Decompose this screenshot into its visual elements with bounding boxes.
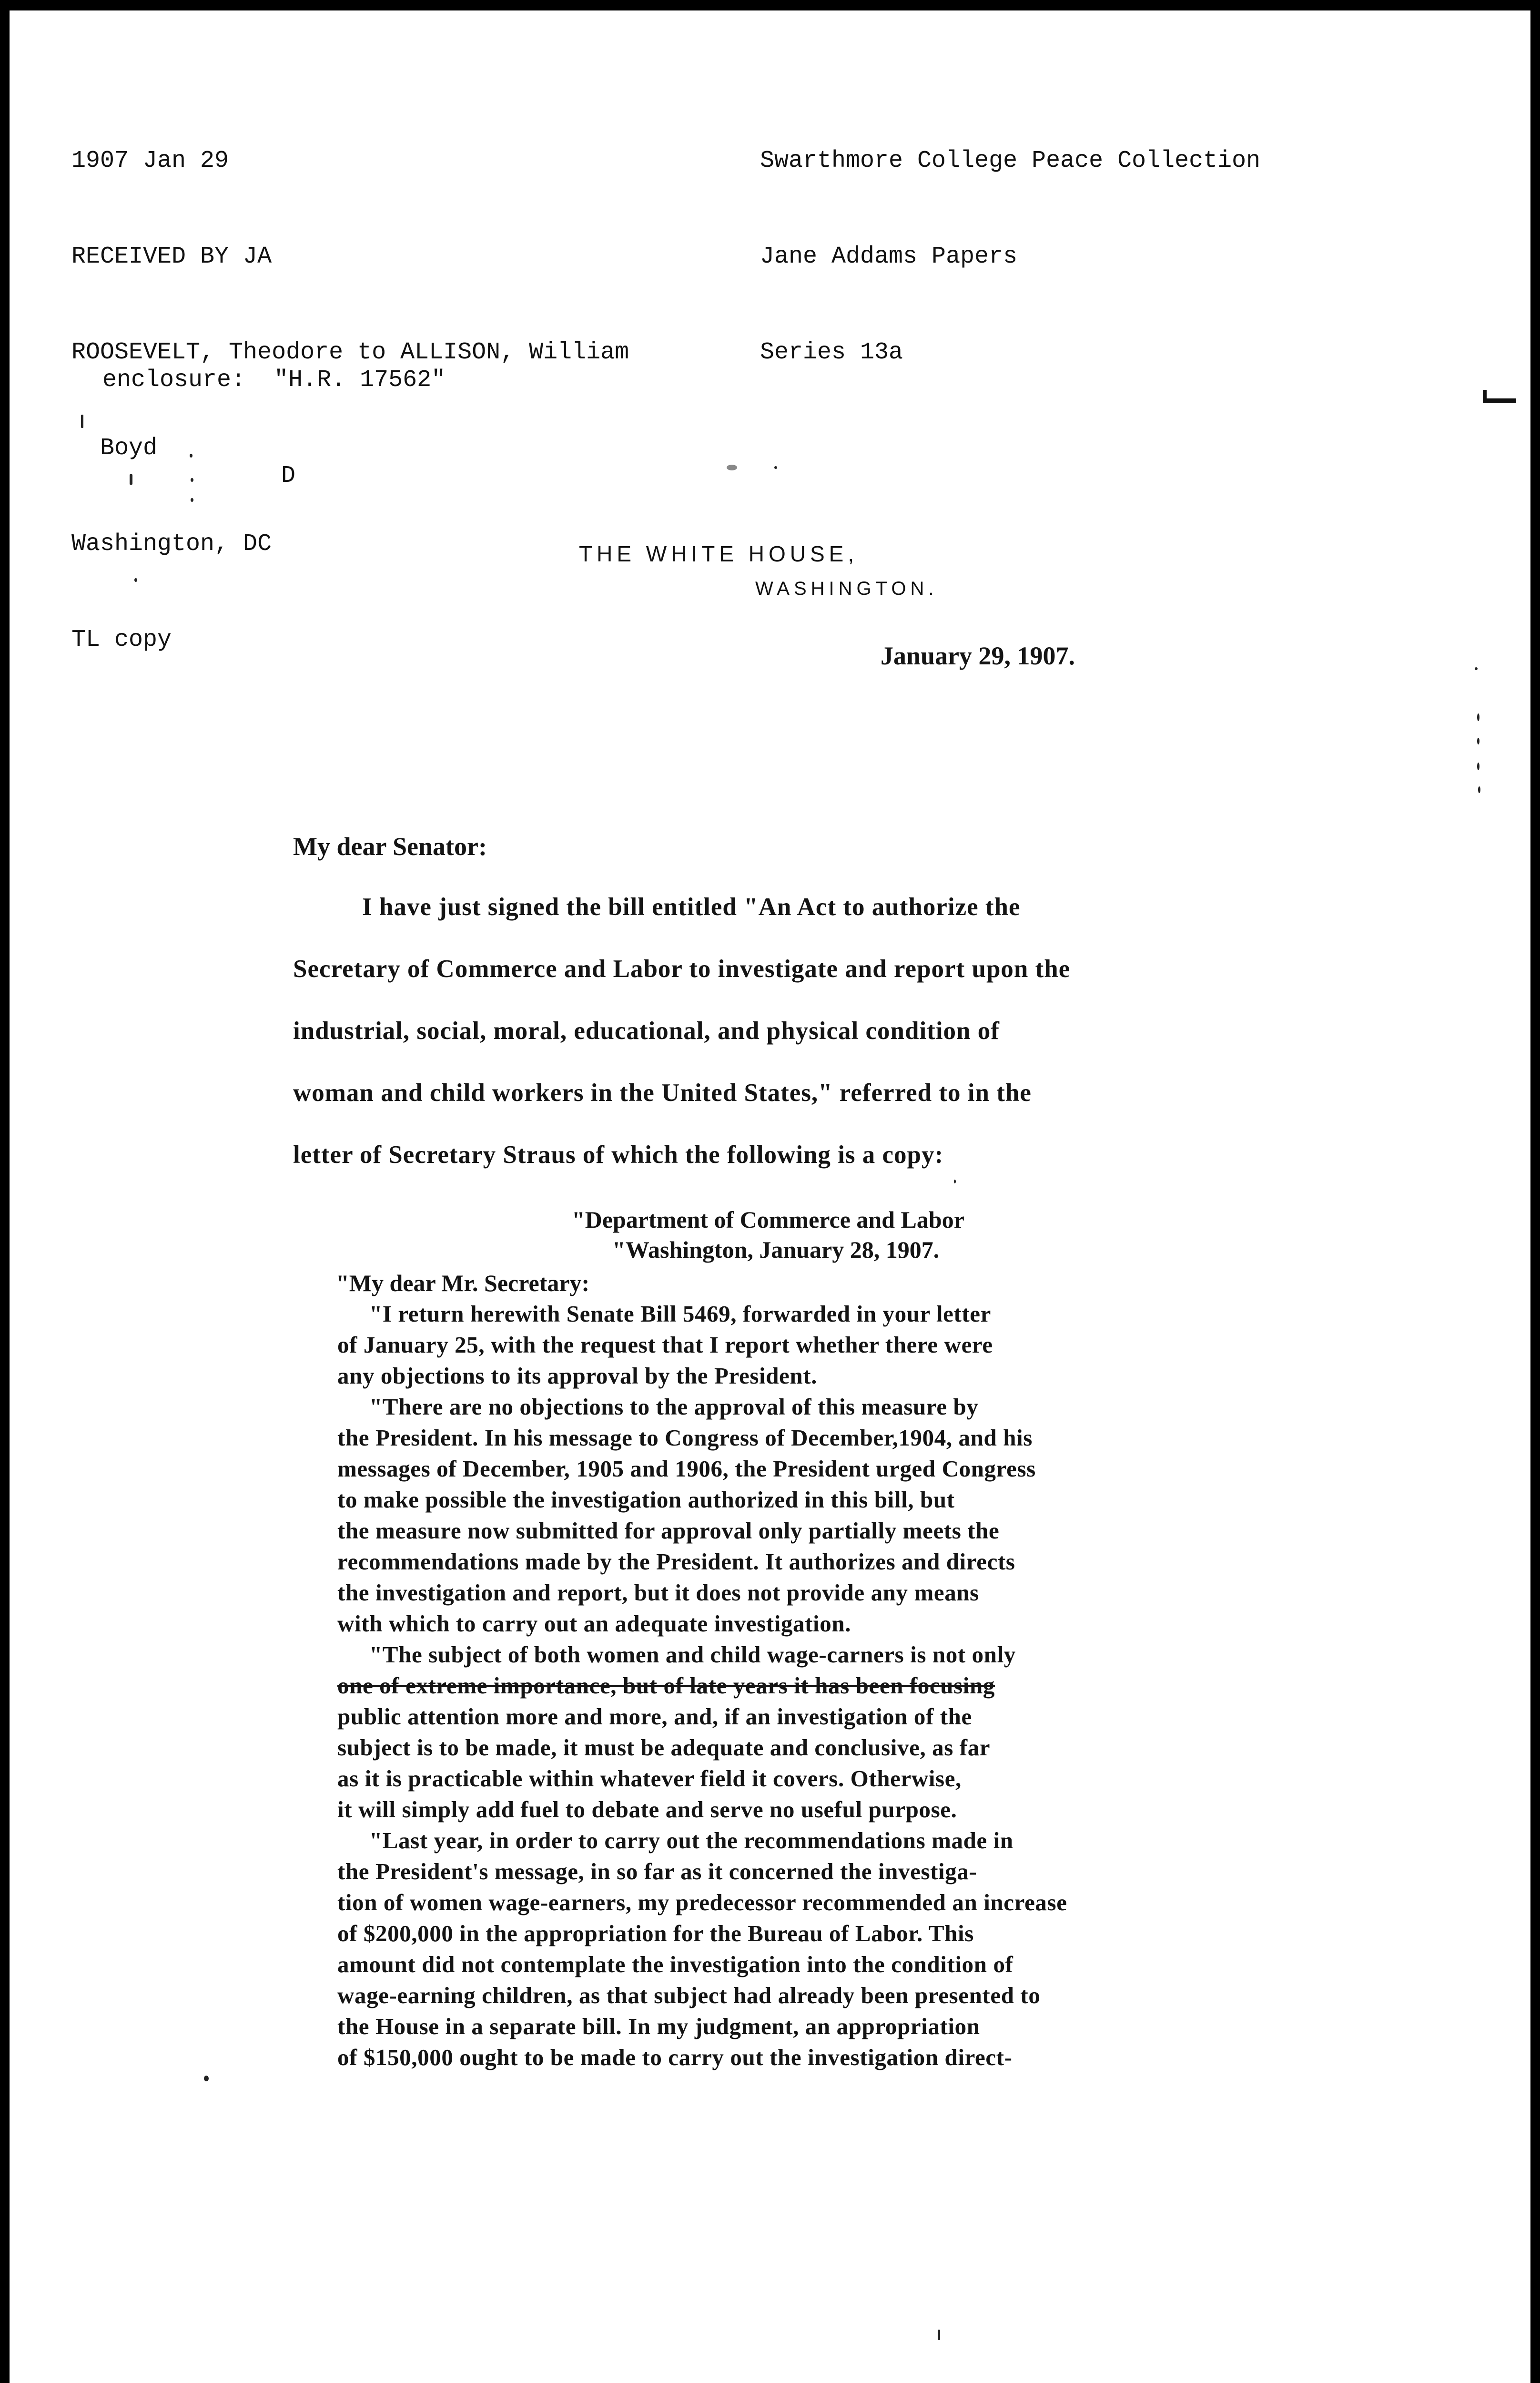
letter-line: industrial, social, moral, educational, and physical condition of [293, 1017, 1000, 1045]
scan-speck [1477, 713, 1479, 721]
letter-salutation: My dear Senator: [293, 832, 487, 861]
quote-line: recommendations made by the President. It authorizes and directs [337, 1548, 1015, 1575]
quote-line: "The subject of both women and child wage-carners is not only [369, 1641, 1016, 1668]
quote-line: the President. In his message to Congress of December,1904, and his [337, 1425, 1033, 1451]
quote-line-struck: one of extreme importance, but of late years it has been focusing [337, 1672, 995, 1699]
scan-speck [1477, 763, 1479, 770]
metadata-line: ROOSEVELT, Theodore to ALLISON, William [71, 339, 629, 366]
scan-speck [954, 1180, 956, 1183]
quote-line: the investigation and report, but it does not provide any means [337, 1579, 979, 1606]
collection-line: Series 13a [760, 339, 903, 366]
scan-speck [774, 466, 777, 469]
scan-speck [191, 498, 193, 502]
letterhead-city: WASHINGTON. [755, 578, 938, 599]
scan-speck [190, 454, 192, 458]
quote-line: with which to carry out an adequate investigation. [337, 1610, 851, 1637]
letter-line: Secretary of Commerce and Labor to investigate and report upon the [293, 955, 1071, 983]
collection-line: Swarthmore College Peace Collection [760, 147, 1261, 174]
quote-line: any objections to its approval by the President. [337, 1363, 818, 1389]
quote-line: "I return herewith Senate Bill 5469, forwarded in your letter [369, 1301, 992, 1327]
scan-border-top [0, 0, 1540, 10]
quote-line: of $200,000 in the appropriation for the Bureau of Labor. This [337, 1920, 974, 1946]
quote-line: it will simply add fuel to debate and serve no useful purpose. [337, 1796, 957, 1823]
scan-border-right [1530, 0, 1540, 2383]
enclosure-note [102, 300, 446, 556]
scan-speck [938, 2330, 940, 2340]
quote-line: as it is practicable within whatever field it covers. Otherwise, [337, 1765, 962, 1792]
scan-speck [1477, 738, 1479, 744]
quote-line: the House in a separate bill. In my judgment, an appropriation [337, 2013, 980, 2039]
scan-mark [1483, 398, 1516, 403]
quote-line: "Last year, in order to carry out the recommendations made in [369, 1827, 1013, 1853]
collection-line: Jane Addams Papers [760, 243, 1018, 270]
metadata-line: Washington, DC [71, 530, 272, 558]
scan-speck [727, 465, 737, 470]
scan-speck [130, 474, 132, 485]
scan-speck [1478, 786, 1480, 793]
scan-speck [1475, 667, 1478, 670]
scan-speck [81, 415, 83, 428]
quote-line: wage-earning children, as that subject had already been presented to [337, 1982, 1041, 2008]
metadata-line: RECEIVED BY JA [71, 243, 272, 270]
quote-line: to make possible the investigation authorized in this bill, but [337, 1487, 955, 1513]
quote-line: the President's message, in so far as it concerned the investiga- [337, 1858, 977, 1884]
metadata-line: TL copy [71, 626, 172, 653]
scan-border-left [0, 0, 10, 2383]
quote-line: subject is to be made, it must be adequate and conclusive, as far [337, 1734, 991, 1761]
scan-speck [191, 478, 193, 482]
metadata-line: Boyd [71, 435, 158, 462]
quote-line: of $150,000 ought to be made to carry out the investigation direct- [337, 2044, 1013, 2070]
letter-line: I have just signed the bill entitled "An Act to authorize the [362, 893, 1021, 921]
enclosure-value: "H.R. 17562" [274, 367, 446, 394]
quote-line: "There are no objections to the approval of this measure by [369, 1394, 979, 1420]
quote-line: tion of women wage-earners, my predecessor recommended an increase [337, 1889, 1067, 1915]
letter-line: woman and child workers in the United States," referred to in the [293, 1079, 1032, 1107]
quote-line: the measure now submitted for approval only partially meets the [337, 1517, 1000, 1544]
letter-line: letter of Secretary Straus of which the following is a copy: [293, 1141, 944, 1169]
letter-date: January 29, 1907. [881, 642, 1075, 670]
quote-line: amount did not contemplate the investigation into the condition of [337, 1951, 1013, 1977]
enclosure-sub: D [281, 462, 296, 489]
scan-speck [204, 2076, 209, 2081]
metadata-line: 1907 Jan 29 [71, 147, 229, 174]
archive-metadata-right [760, 81, 1260, 432]
quote-heading: "Washington, January 28, 1907. [612, 1236, 940, 1263]
quote-heading: "Department of Commerce and Labor [572, 1206, 964, 1233]
quote-line: public attention more and more, and, if an investigation of the [337, 1703, 972, 1730]
letterhead-title: THE WHITE HOUSE, [579, 541, 859, 566]
quote-salutation: "My dear Mr. Secretary: [336, 1270, 590, 1296]
quote-line: messages of December, 1905 and 1906, the President urged Congress [337, 1456, 1036, 1482]
scan-mark [1483, 390, 1487, 403]
scan-speck [134, 578, 137, 582]
enclosure-label: enclosure: [102, 367, 246, 394]
quote-line: of January 25, with the request that I report whether there were [337, 1332, 993, 1358]
